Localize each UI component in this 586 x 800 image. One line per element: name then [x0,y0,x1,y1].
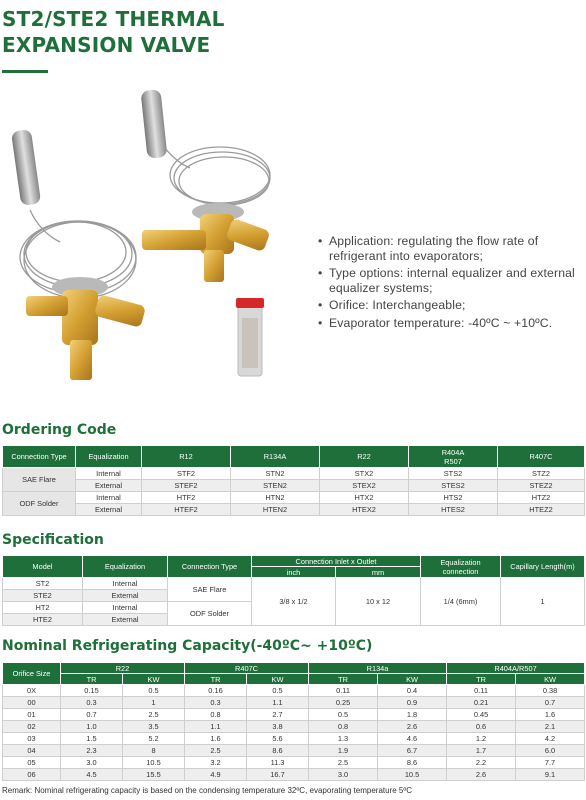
orifice-size-cell: 01 [3,709,61,721]
capacity-cell: 2.7 [247,709,309,721]
ordering-code-table [2,445,585,516]
capacity-cell: 8.6 [247,745,309,757]
col-r404a-r507 [409,446,498,468]
col-tr: TR [61,674,123,685]
capacity-cell: 10.5 [378,769,447,781]
spec-inch: 3/8 x 1/2 [252,578,336,626]
table-cell: STEN2 [231,480,320,492]
capacity-cell: 2.3 [61,745,123,757]
table-row [3,578,585,590]
capacity-cell: 0.8 [185,709,247,721]
table-row [3,468,585,480]
feature-evaporator-temp: • Evaporator temperature: -40ºC ~ +10ºC. [318,316,584,331]
capacity-cell: 1.5 [61,733,123,745]
capacity-cell: 4.2 [516,733,585,745]
capacity-cell: 10.5 [123,757,185,769]
orifice-size-cell: 0X [3,685,61,697]
capacity-subheader-row [3,674,585,685]
col-r22: R22 [320,446,409,468]
orifice-size-cell: 02 [3,721,61,733]
valve-product-photo [0,82,300,402]
capacity-cell: 0.8 [309,721,378,733]
capacity-cell: 0.9 [378,697,447,709]
capacity-cell: 4.6 [378,733,447,745]
table-row [3,504,585,516]
capacity-cell: 0.7 [516,697,585,709]
table-cell: STF2 [142,468,231,480]
capacity-cell: 2.2 [447,757,516,769]
col-inch: inch [252,567,336,578]
spec-connection-sae: SAE Flare [168,578,252,602]
capacity-cell: 0.25 [309,697,378,709]
table-cell: STEF2 [142,480,231,492]
col-eq-connection-line1: Equalization [440,557,481,567]
capacity-cell: 0.5 [247,685,309,697]
right-valve-icon [142,203,271,282]
table-row [3,733,585,745]
orifice-size-cell: 05 [3,757,61,769]
spec-model: HTE2 [3,614,83,626]
capacity-cell: 1.2 [447,733,516,745]
capacity-cell: 0.45 [447,709,516,721]
table-cell: HTEF2 [142,504,231,516]
table-row [3,745,585,757]
table-cell: External [76,480,142,492]
capacity-cell: 2.6 [447,769,516,781]
table-cell: External [76,504,142,516]
col-equalization: Equalization [76,446,142,468]
remark-note: Remark: Nominal refrigerating capacity is based on the condensing temperature 32ºC, evaporating temperature 5ºC [2,786,413,795]
table-cell: HTX2 [320,492,409,504]
col-mm: mm [336,567,421,578]
col-equalization: Equalization [83,556,168,578]
ordering-header-row [3,446,585,468]
capacity-cell: 16.7 [247,769,309,781]
col-r134a: R134a [309,663,447,674]
orifice-size-cell: 00 [3,697,61,709]
table-row [3,769,585,781]
capacity-cell: 15.5 [123,769,185,781]
capacity-cell: 7.7 [516,757,585,769]
capacity-title: Nominal Refrigerating Capacity(-40ºC~ +10ºC) [2,638,373,654]
table-cell: STES2 [409,480,498,492]
capacity-body [3,685,585,781]
capacity-cell: 4.9 [185,769,247,781]
orifice-size-cell: 06 [3,769,61,781]
capacity-cell: 0.7 [61,709,123,721]
capacity-cell: 2.1 [516,721,585,733]
connection-odf-solder: ODF Solder [3,492,76,516]
table-cell: HTS2 [409,492,498,504]
capacity-cell: 1.0 [61,721,123,733]
col-capillary-length: Capillary Length(m) [501,556,585,578]
capacity-cell: 0.11 [309,685,378,697]
table-row [3,492,585,504]
capacity-cell: 0.21 [447,697,516,709]
col-r22: R22 [61,663,185,674]
spec-equalization: External [83,614,168,626]
capacity-cell: 11.3 [247,757,309,769]
table-row [3,685,585,697]
col-kw: KW [516,674,585,685]
capacity-cell: 1 [123,697,185,709]
table-cell: HTES2 [409,504,498,516]
capacity-cell: 3.5 [123,721,185,733]
capacity-cell: 5.2 [123,733,185,745]
capacity-cell: 1.6 [516,709,585,721]
spec-mm: 10 x 12 [336,578,421,626]
col-tr: TR [447,674,516,685]
capacity-header-row [3,663,585,674]
spec-model: ST2 [3,578,83,590]
orifice-size-cell: 04 [3,745,61,757]
spec-connection-odf: ODF Solder [168,602,252,626]
capacity-cell: 0.3 [61,697,123,709]
table-cell: STEZ2 [498,480,585,492]
table-cell: STEX2 [320,480,409,492]
spec-model: STE2 [3,590,83,602]
table-row [3,757,585,769]
col-kw: KW [247,674,309,685]
left-bulb-icon [11,129,41,206]
feature-orifice: • Orifice: Interchangeable; [318,298,584,313]
table-cell: HTN2 [231,492,320,504]
title-underline [2,70,48,73]
table-cell: Internal [76,468,142,480]
spec-equalization: Internal [83,578,168,590]
spec-model: HT2 [3,602,83,614]
capacity-cell: 0.3 [185,697,247,709]
col-r12: R12 [142,446,231,468]
capacity-cell: 3.0 [61,757,123,769]
table-cell: HTEX2 [320,504,409,516]
col-connection-type: Connection Type [168,556,252,578]
right-bulb-icon [141,89,168,159]
capacity-cell: 6.7 [378,745,447,757]
capacity-cell: 1.9 [309,745,378,757]
feature-type-options: • Type options: internal equalizer and external equalizer systems; [318,266,584,295]
col-r407c: R407C [185,663,309,674]
table-cell: HTF2 [142,492,231,504]
capacity-cell: 1.1 [185,721,247,733]
capacity-cell: 1.1 [247,697,309,709]
capacity-cell: 8.6 [378,757,447,769]
table-row [3,721,585,733]
col-r404a-label: R404A [441,447,465,457]
capacity-cell: 3.2 [185,757,247,769]
capacity-cell: 1.3 [309,733,378,745]
orifice-vial-icon [236,298,264,376]
spec-equalization: External [83,590,168,602]
capacity-cell: 1.7 [447,745,516,757]
capacity-cell: 1.6 [185,733,247,745]
page-title-line1: ST2/STE2 THERMAL [2,7,225,31]
specification-title: Specification [2,532,104,548]
ordering-code-title: Ordering Code [2,422,117,438]
capacity-cell: 2.5 [123,709,185,721]
capacity-cell: 3.0 [309,769,378,781]
table-cell: HTZ2 [498,492,585,504]
col-connection-type: Connection Type [3,446,76,468]
table-row [3,480,585,492]
capacity-cell: 4.5 [61,769,123,781]
capacity-cell: 1.8 [378,709,447,721]
col-tr: TR [185,674,247,685]
capacity-cell: 3.8 [247,721,309,733]
capacity-cell: 0.15 [61,685,123,697]
orifice-size-cell: 03 [3,733,61,745]
table-cell: HTEZ2 [498,504,585,516]
capacity-cell: 0.4 [378,685,447,697]
table-cell: STZ2 [498,468,585,480]
col-tr: TR [309,674,378,685]
col-eq-connection-line2: connection [442,566,479,576]
capacity-cell: 8 [123,745,185,757]
table-cell: HTEN2 [231,504,320,516]
capacity-cell: 2.6 [378,721,447,733]
spec-capillary: 1 [501,578,585,626]
capacity-cell: 0.16 [185,685,247,697]
col-eq-connection [421,556,501,578]
capacity-cell: 0.11 [447,685,516,697]
spec-header-row [3,556,585,567]
col-r407c: R407C [498,446,585,468]
specification-table [2,555,585,626]
capacity-cell: 0.5 [123,685,185,697]
capacity-cell: 5.6 [247,733,309,745]
col-kw: KW [378,674,447,685]
capacity-cell: 0.5 [309,709,378,721]
col-orifice-size: Orifice Size [3,663,61,685]
col-kw: KW [123,674,185,685]
col-r404a-r507: R404A/R507 [447,663,585,674]
table-cell: Internal [76,492,142,504]
page-title-line2: EXPANSION VALVE [2,33,211,57]
capacity-cell: 0.6 [447,721,516,733]
col-r134a: R134A [231,446,320,468]
left-valve-icon [26,277,146,380]
table-cell: STN2 [231,468,320,480]
col-r507-label: R507 [444,456,462,466]
spec-equalization: Internal [83,602,168,614]
col-model: Model [3,556,83,578]
feature-application: • Application: regulating the flow rate of refrigerant into evaporators; [318,234,584,263]
capacity-table [2,662,585,781]
spec-eq-connection: 1/4 (6mm) [421,578,501,626]
capacity-cell: 0.38 [516,685,585,697]
table-row [3,709,585,721]
capacity-cell: 6.0 [516,745,585,757]
capacity-cell: 2.5 [309,757,378,769]
capacity-cell: 2.5 [185,745,247,757]
page-title [2,6,225,58]
capacity-cell: 9.1 [516,769,585,781]
col-inlet-outlet: Connection Inlet x Outlet [252,556,421,567]
table-row [3,697,585,709]
table-cell: STX2 [320,468,409,480]
feature-list [318,234,584,333]
connection-sae-flare: SAE Flare [3,468,76,492]
table-cell: STS2 [409,468,498,480]
